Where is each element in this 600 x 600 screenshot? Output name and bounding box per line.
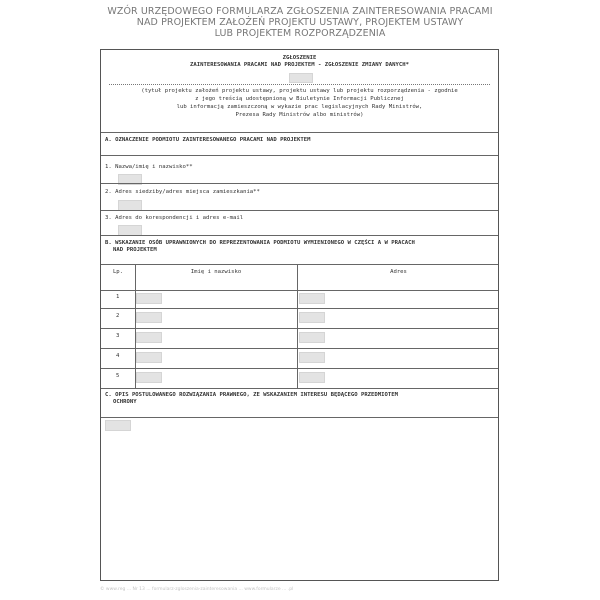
table-column-divider (297, 264, 298, 388)
field-3-label: 3. Adres do korespondencji i adres e-mail (105, 215, 244, 221)
row-divider (101, 348, 498, 349)
row-number: 5 (116, 373, 120, 379)
divider (101, 235, 498, 236)
table-top-border (101, 264, 498, 265)
field-2-label: 2. Adres siedziby/adres miejsca zamieszkania** (105, 189, 260, 195)
project-note-line-2: z jego treścią udostępnioną w Biuletynie Informacji Publicznej (195, 96, 404, 102)
divider (101, 210, 498, 211)
col-header-name: Imię i nazwisko (190, 269, 242, 275)
page-footer: © www.reg ... Nr 13 ... formularz-zgloszenia-zainteresowania ... www.formularze ... .pl (100, 587, 294, 592)
person-name-input-1[interactable] (136, 293, 162, 304)
section-b-heading-2: NAD PROJEKTEM (113, 247, 157, 253)
person-address-input-2[interactable] (299, 312, 325, 323)
divider (101, 417, 498, 418)
person-name-input-2[interactable] (136, 312, 162, 323)
divider (101, 183, 498, 184)
divider (101, 155, 498, 156)
row-number: 2 (116, 313, 120, 319)
section-b-heading-1: B. WSKAZANIE OSÓB UPRAWNIONYCH DO REPREZENTOWANIA PODMIOTU WYMIENIONEGO W CZĘŚCI A W PRACACH (105, 240, 415, 246)
person-name-input-5[interactable] (136, 372, 162, 383)
project-note-line-3: lub informacją zamieszczoną w wykazie prac legislacyjnych Rady Ministrów, (176, 104, 423, 110)
col-header-lp: Lp. (112, 269, 124, 275)
person-address-input-4[interactable] (299, 352, 325, 363)
form-title-header (90, 6, 510, 39)
row-number: 1 (116, 294, 120, 300)
row-number: 3 (116, 333, 120, 339)
row-number: 4 (116, 353, 120, 359)
section-c-heading-2: OCHRONY (113, 399, 137, 405)
form-title: ZGŁOSZENIE (282, 55, 317, 61)
person-name-input-4[interactable] (136, 352, 162, 363)
header-line-3: LUB PROJEKTEM ROZPORZĄDZENIA (214, 28, 386, 39)
person-address-input-1[interactable] (299, 293, 325, 304)
legal-solution-textarea[interactable] (105, 420, 131, 431)
section-a-heading: A. OZNACZENIE PODMIOTU ZAINTERESOWANEGO PRACAMI NAD PROJEKTEM (105, 137, 311, 143)
row-divider (101, 368, 498, 369)
divider (101, 388, 498, 389)
row-divider (101, 308, 498, 309)
table-header-border (101, 290, 498, 291)
header-line-1: WZÓR URZĘDOWEGO FORMULARZA ZGŁOSZENIA ZAINTERESOWANIA PRACAMI (107, 6, 493, 17)
project-title-dotted-line (109, 84, 490, 85)
project-note-line-4: Prezesa Rady Ministrów albo ministrów) (235, 112, 364, 118)
application-form (100, 49, 499, 581)
person-address-input-5[interactable] (299, 372, 325, 383)
form-subtitle: ZAINTERESOWANIA PRACAMI NAD PROJEKTEM - ZGŁOSZENIE ZMIANY DANYCH* (190, 62, 409, 68)
field-1-label: 1. Nazwa/imię i nazwisko** (105, 164, 193, 170)
section-c-heading-1: C. OPIS POSTULOWANEGO ROZWIĄZANIA PRAWNEGO, ZE WSKAZANIEM INTERESU BĘDĄCEGO PRZEDMIOTEM (105, 392, 398, 398)
table-column-divider (135, 264, 136, 388)
col-header-address: Adres (390, 269, 407, 275)
header-line-2: NAD PROJEKTEM ZAŁOŻEŃ PROJEKTU USTAWY, PROJEKTEM USTAWY (136, 17, 464, 28)
row-divider (101, 328, 498, 329)
divider (101, 132, 498, 133)
project-note-line-1: (tytuł projektu założeń projektu ustawy, projektu ustawy lub projektu rozporządzenia - zgodnie (141, 88, 458, 94)
project-title-field[interactable] (289, 73, 313, 83)
person-name-input-3[interactable] (136, 332, 162, 343)
person-address-input-3[interactable] (299, 332, 325, 343)
